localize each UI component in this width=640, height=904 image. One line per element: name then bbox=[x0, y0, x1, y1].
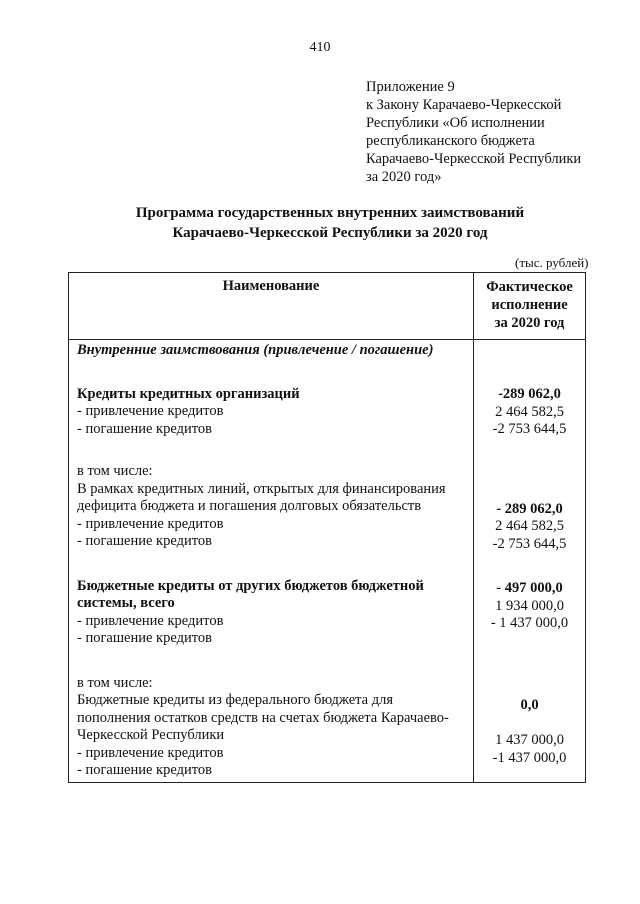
repay-label: - погашение кредитов bbox=[77, 762, 212, 778]
page-number: 410 bbox=[309, 40, 331, 55]
header-name: Наименование bbox=[69, 273, 474, 340]
unit-note: (тыс. рублей) bbox=[515, 255, 589, 270]
block-title: Кредиты кредитных организаций bbox=[77, 385, 300, 402]
block-prefix: в том числе: bbox=[77, 463, 153, 479]
attract-label: - привлечение кредитов bbox=[77, 744, 224, 761]
appendix-note bbox=[366, 78, 636, 186]
repay-label: - погашение кредитов bbox=[77, 630, 212, 646]
block-total: -289 062,0 bbox=[498, 386, 561, 402]
attract-value: 1 437 000,0 bbox=[495, 732, 564, 748]
appendix-line: Приложение 9 bbox=[366, 79, 455, 95]
names-cell bbox=[69, 340, 474, 783]
block-title: пополнения остатков средств на счетах бюджета Карачаево- bbox=[77, 709, 449, 726]
block-total: - 497 000,0 bbox=[496, 580, 563, 596]
block-title: Бюджетные кредиты от других бюджетов бюджетной bbox=[77, 577, 424, 594]
appendix-line: к Закону Карачаево-Черкесской bbox=[366, 97, 562, 113]
block-prefix: в том числе: bbox=[77, 674, 153, 691]
table-header-row bbox=[69, 273, 586, 340]
document-title bbox=[100, 203, 560, 243]
block-total: 0,0 bbox=[520, 696, 539, 713]
repay-value: -2 753 644,5 bbox=[492, 535, 567, 552]
block-title: Бюджетные кредиты из федерального бюджета для bbox=[77, 692, 394, 708]
title-line: Программа государственных внутренних заимствований bbox=[135, 205, 525, 221]
block-title: системы, всего bbox=[77, 595, 175, 611]
repay-value: - 1 437 000,0 bbox=[490, 615, 569, 631]
repay-label: - погашение кредитов bbox=[77, 533, 212, 549]
repay-value: -1 437 000,0 bbox=[492, 749, 567, 766]
repay-label: - погашение кредитов bbox=[77, 420, 212, 437]
repay-value: -2 753 644,5 bbox=[492, 421, 567, 437]
borrowing-table bbox=[68, 272, 586, 783]
header-value-line: исполнение bbox=[491, 297, 568, 313]
header-value bbox=[474, 273, 586, 340]
appendix-line: Карачаево-Черкесской Республики bbox=[366, 151, 582, 167]
block-total: - 289 062,0 bbox=[496, 500, 563, 517]
block-title: дефицита бюджета и погашения долговых обязательств bbox=[77, 498, 422, 514]
attract-value: 2 464 582,5 bbox=[495, 518, 564, 534]
appendix-line: Республики «Об исполнении bbox=[366, 115, 545, 131]
block-title: В рамках кредитных линий, открытых для финансирования bbox=[77, 480, 446, 497]
attract-label: - привлечение кредитов bbox=[77, 612, 224, 629]
title-line: Карачаево-Черкесской Республики за 2020 год bbox=[172, 225, 488, 241]
appendix-line: за 2020 год» bbox=[366, 169, 442, 185]
attract-label: - привлечение кредитов bbox=[77, 515, 224, 532]
table-body-row bbox=[69, 340, 586, 783]
header-value-line: за 2020 год bbox=[494, 315, 565, 331]
attract-label: - привлечение кредитов bbox=[77, 403, 224, 419]
section-title: Внутренние заимствования (привлечение / погашение) bbox=[77, 342, 434, 358]
attract-value: 2 464 582,5 bbox=[495, 403, 564, 420]
appendix-line: республиканского бюджета bbox=[366, 133, 535, 149]
header-value-line: Фактическое bbox=[486, 279, 573, 295]
attract-value: 1 934 000,0 bbox=[495, 597, 564, 614]
block-title: Черкесской Республики bbox=[77, 727, 225, 743]
values-cell bbox=[474, 340, 586, 783]
